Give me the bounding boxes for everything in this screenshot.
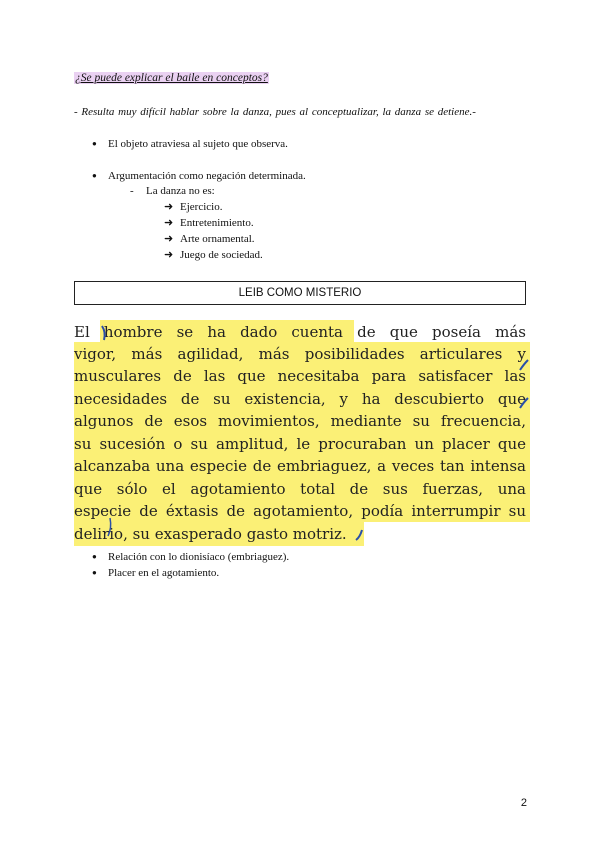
quote-line: necesidades de su existencia, y ha descubierto que — [74, 390, 526, 408]
page-number: 2 — [520, 797, 527, 809]
list-item: ● El objeto atraviesa al sujeto que observa. — [92, 136, 288, 152]
quote-line: delirio, su exasperado gasto motriz. — [74, 525, 347, 543]
list-item: ● Placer en el agotamiento. — [92, 565, 289, 581]
list-item: ➜ Juego de sociedad. — [164, 249, 263, 261]
bullet-list-bottom — [92, 549, 289, 581]
quote-line: musculares de las que necesitaba para satisfacer las — [74, 367, 526, 385]
list-item: ➜ Ejercicio. — [164, 201, 223, 213]
sub-item-label: La danza no es: — [146, 185, 215, 197]
question-heading: ¿Se puede explicar el baile en conceptos? — [75, 72, 268, 84]
arrow-icon: ➜ — [164, 217, 174, 229]
arrow-icon: ➜ — [164, 233, 174, 245]
scanned-quote — [74, 318, 530, 550]
pen-marks — [74, 318, 530, 550]
list-item: ● Argumentación como negación determinada. — [92, 168, 306, 184]
quote-line: que sólo el agotamiento total de sus fuerzas, una — [74, 480, 526, 498]
bullet-list-top — [92, 136, 288, 152]
bullet-list-top-2 — [92, 168, 306, 184]
list-item: ➜ Entretenimiento. — [164, 217, 254, 229]
quote-line: El hombre se ha dado cuenta de que poseía más — [74, 323, 526, 341]
section-title-box: LEIB COMO MISTERIO — [74, 281, 526, 305]
sub-list-item: - La danza no es: — [130, 185, 215, 197]
answer-text: - Resulta muy difícil hablar sobre la danza, pues al conceptualizar, la danza se detiene.- — [74, 106, 476, 118]
quote-line: vigor, más agilidad, más posibilidades articulares y — [74, 345, 526, 363]
list-item: ➜ Arte ornamental. — [164, 233, 255, 245]
arrow-icon: ➜ — [164, 249, 174, 261]
arrow-icon: ➜ — [164, 201, 174, 213]
quote-line: algunos de esos movimientos, mediante su frecuencia, — [74, 412, 526, 430]
quote-line: su sucesión o su amplitud, le procuraban un placer que — [74, 435, 526, 453]
quote-line: especie de éxtasis de agotamiento, podía interrumpir su — [74, 502, 526, 520]
list-item: ● Relación con lo dionisíaco (embriaguez). — [92, 549, 289, 565]
arrow-list — [164, 199, 263, 263]
quote-line: alcanzaba una especie de embriaguez, a veces tan intensa — [74, 457, 526, 475]
